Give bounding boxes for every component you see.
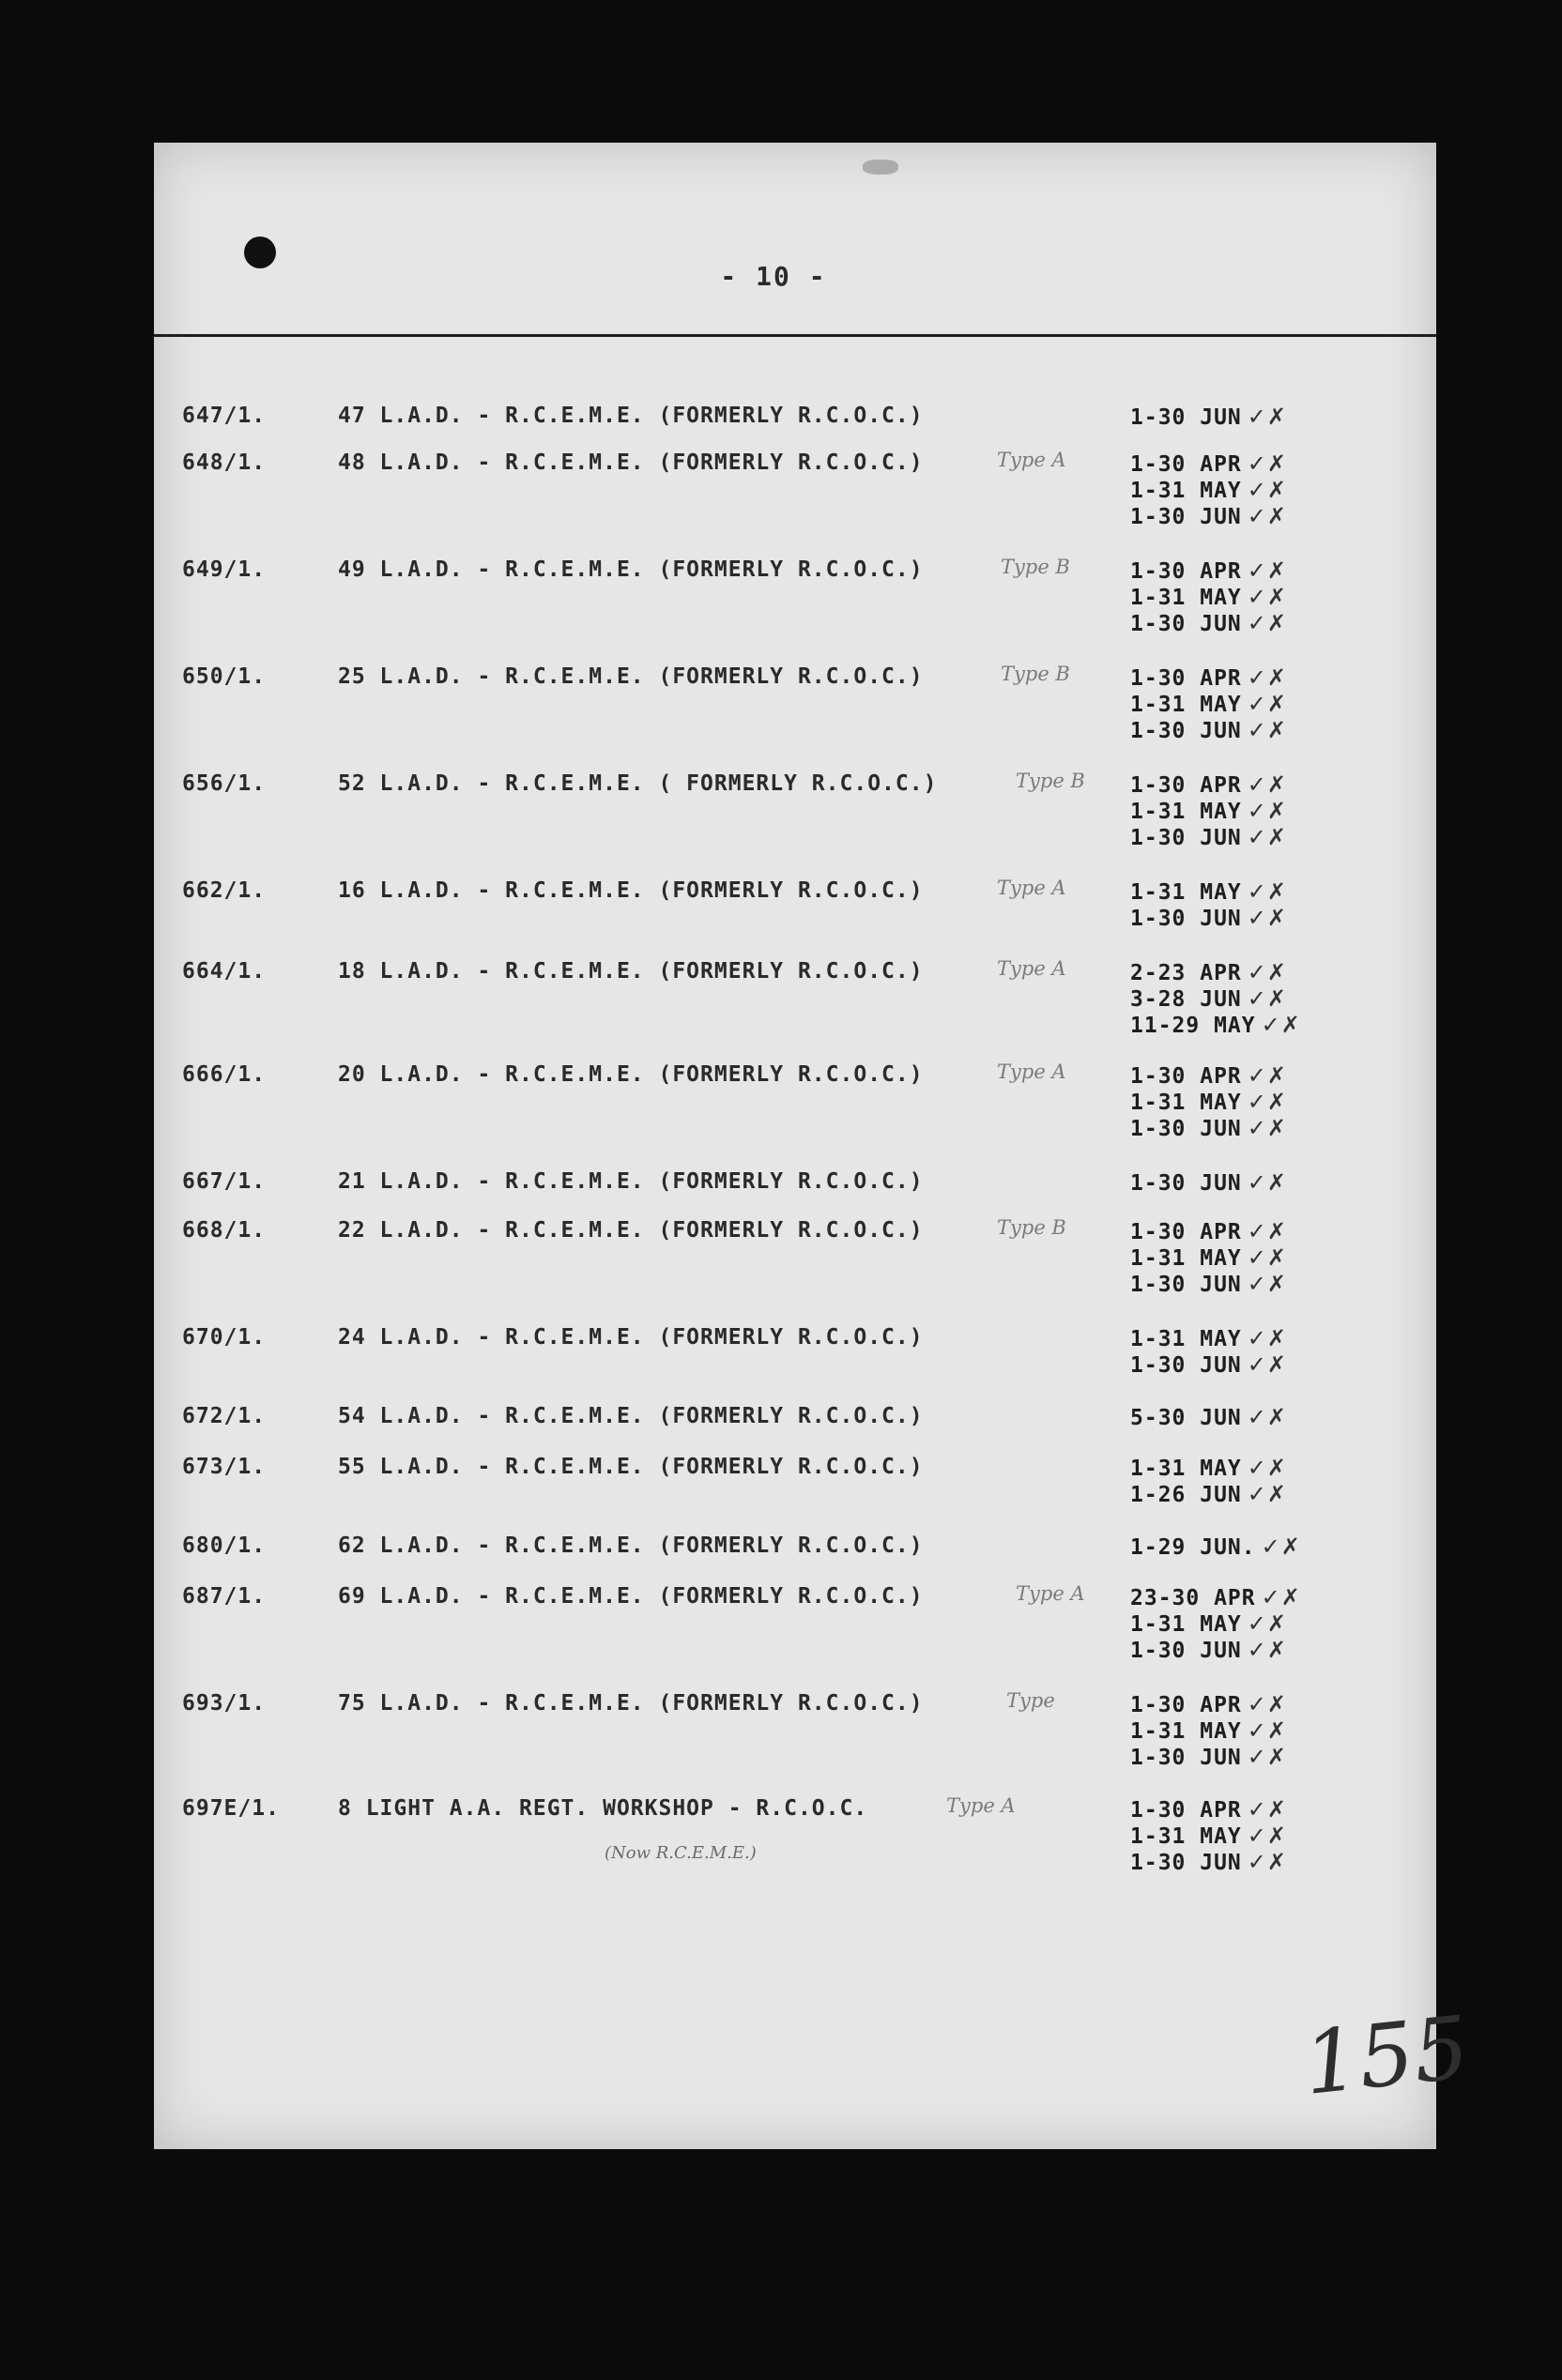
period-line <box>1130 1610 1412 1637</box>
period-text: 1-30 APR <box>1130 1798 1242 1823</box>
period-text: 2-23 APR <box>1130 961 1242 985</box>
entry-periods <box>1130 771 1412 850</box>
period-line <box>1130 1404 1412 1430</box>
period-line <box>1130 1823 1412 1849</box>
period-line <box>1130 477 1412 503</box>
check-cross-icon: ✓✗ <box>1247 1115 1287 1141</box>
period-line <box>1130 905 1412 931</box>
period-text: 1-30 APR <box>1130 773 1242 798</box>
entry-unit: 8 LIGHT A.A. REGT. WORKSHOP - R.C.O.C. <box>338 1796 868 1821</box>
entry-periods <box>1130 1533 1412 1560</box>
period-text: 1-30 JUN <box>1130 1639 1242 1663</box>
period-text: 1-30 APR <box>1130 1064 1242 1089</box>
period-text: 1-31 MAY <box>1130 586 1242 610</box>
period-text: 1-30 APR <box>1130 559 1242 584</box>
period-text: 1-31 MAY <box>1130 880 1242 905</box>
period-line <box>1130 1089 1412 1115</box>
period-line <box>1130 1455 1412 1481</box>
period-text: 1-31 MAY <box>1130 800 1242 824</box>
entry-ref: 649/1. <box>182 557 267 582</box>
entry-periods <box>1130 664 1412 743</box>
entry-periods <box>1130 1062 1412 1141</box>
entries-list <box>154 143 1436 2149</box>
period-text: 5-30 JUN <box>1130 1406 1242 1430</box>
check-cross-icon: ✓✗ <box>1247 905 1287 931</box>
entry-periods <box>1130 1169 1412 1196</box>
entry-unit: 54 L.A.D. - R.C.E.M.E. (FORMERLY R.C.O.C.) <box>338 1404 924 1428</box>
entry-ref: 650/1. <box>182 664 267 689</box>
period-text: 1-31 MAY <box>1130 693 1242 717</box>
entry-ref: 647/1. <box>182 404 267 428</box>
check-cross-icon: ✓✗ <box>1247 1717 1287 1744</box>
entry-unit: 25 L.A.D. - R.C.E.M.E. (FORMERLY R.C.O.C.) <box>338 664 924 689</box>
check-cross-icon: ✓✗ <box>1247 584 1287 610</box>
period-line <box>1130 798 1412 824</box>
period-line <box>1130 1533 1412 1560</box>
period-line <box>1130 1849 1412 1875</box>
period-text: 1-31 MAY <box>1130 1612 1242 1637</box>
entry-ref: 668/1. <box>182 1218 267 1243</box>
period-line <box>1130 1717 1412 1744</box>
entry-unit: 20 L.A.D. - R.C.E.M.E. (FORMERLY R.C.O.C.) <box>338 1062 924 1087</box>
handwritten-note: Type A <box>997 877 1066 899</box>
check-cross-icon: ✓✗ <box>1247 1351 1287 1378</box>
period-line <box>1130 1169 1412 1196</box>
period-text: 1-30 JUN <box>1130 505 1242 529</box>
handwritten-note: Type A <box>997 957 1066 980</box>
period-text: 1-30 APR <box>1130 452 1242 477</box>
entry-periods <box>1130 1404 1412 1430</box>
period-line <box>1130 691 1412 717</box>
period-line <box>1130 1351 1412 1378</box>
period-text: 1-30 JUN <box>1130 612 1242 636</box>
entry-unit: 69 L.A.D. - R.C.E.M.E. (FORMERLY R.C.O.C.) <box>338 1584 924 1609</box>
check-cross-icon: ✓✗ <box>1247 1218 1287 1244</box>
check-cross-icon: ✓✗ <box>1247 404 1287 430</box>
period-text: 11-29 MAY <box>1130 1014 1256 1038</box>
check-cross-icon: ✓✗ <box>1247 798 1287 824</box>
handwritten-note: Type A <box>997 449 1066 471</box>
entry-periods <box>1130 959 1412 1038</box>
period-line <box>1130 878 1412 905</box>
check-cross-icon: ✓✗ <box>1247 610 1287 636</box>
entry-periods <box>1130 1218 1412 1297</box>
check-cross-icon: ✓✗ <box>1261 1584 1301 1610</box>
period-line <box>1130 959 1412 985</box>
period-line <box>1130 584 1412 610</box>
check-cross-icon: ✓✗ <box>1247 1062 1287 1089</box>
period-text: 1-30 JUN <box>1130 1353 1242 1378</box>
check-cross-icon: ✓✗ <box>1247 1244 1287 1271</box>
period-text: 1-30 APR <box>1130 1693 1242 1717</box>
period-text: 1-30 JUN <box>1130 1851 1242 1875</box>
entry-periods <box>1130 1325 1412 1378</box>
check-cross-icon: ✓✗ <box>1247 717 1287 743</box>
period-line <box>1130 1271 1412 1297</box>
entry-ref: 667/1. <box>182 1169 267 1194</box>
period-line <box>1130 1062 1412 1089</box>
entry-periods <box>1130 1455 1412 1507</box>
check-cross-icon: ✓✗ <box>1247 1404 1287 1430</box>
check-cross-icon: ✓✗ <box>1247 771 1287 798</box>
entry-unit: 22 L.A.D. - R.C.E.M.E. (FORMERLY R.C.O.C.) <box>338 1218 924 1243</box>
period-line <box>1130 824 1412 850</box>
entry-periods <box>1130 878 1412 931</box>
entry-periods <box>1130 450 1412 529</box>
entry-ref: 697E/1. <box>182 1796 280 1821</box>
handwritten-note: Type B <box>1001 663 1070 685</box>
check-cross-icon: ✓✗ <box>1247 1796 1287 1823</box>
period-line <box>1130 1744 1412 1770</box>
check-cross-icon: ✓✗ <box>1247 878 1287 905</box>
period-text: 1-30 JUN <box>1130 826 1242 850</box>
check-cross-icon: ✓✗ <box>1247 985 1287 1012</box>
entry-ref: 672/1. <box>182 1404 267 1428</box>
check-cross-icon: ✓✗ <box>1247 1637 1287 1663</box>
period-line <box>1130 404 1412 430</box>
entry-ref: 664/1. <box>182 959 267 984</box>
entry-unit: 55 L.A.D. - R.C.E.M.E. (FORMERLY R.C.O.C.) <box>338 1455 924 1479</box>
period-text: 1-31 MAY <box>1130 1824 1242 1849</box>
entry-ref: 687/1. <box>182 1584 267 1609</box>
entry-unit: 21 L.A.D. - R.C.E.M.E. (FORMERLY R.C.O.C.) <box>338 1169 924 1194</box>
check-cross-icon: ✓✗ <box>1247 1089 1287 1115</box>
period-line <box>1130 717 1412 743</box>
check-cross-icon: ✓✗ <box>1247 1271 1287 1297</box>
entry-periods <box>1130 557 1412 636</box>
check-cross-icon: ✓✗ <box>1247 824 1287 850</box>
folio-number: 155 <box>1298 1997 1474 2114</box>
period-line <box>1130 1481 1412 1507</box>
entry-ref: 680/1. <box>182 1533 267 1558</box>
period-line <box>1130 503 1412 529</box>
page-number: - 10 - <box>720 261 827 292</box>
entry-periods <box>1130 1796 1412 1875</box>
entry-ref: 693/1. <box>182 1691 267 1716</box>
period-text: 1-31 MAY <box>1130 1719 1242 1744</box>
period-line <box>1130 1796 1412 1823</box>
period-line <box>1130 664 1412 691</box>
period-text: 1-30 JUN <box>1130 405 1242 430</box>
check-cross-icon: ✓✗ <box>1247 1455 1287 1481</box>
check-cross-icon: ✓✗ <box>1247 1481 1287 1507</box>
entry-unit: 18 L.A.D. - R.C.E.M.E. (FORMERLY R.C.O.C.) <box>338 959 924 984</box>
period-text: 1-30 JUN <box>1130 719 1242 743</box>
period-text: 1-30 JUN <box>1130 1117 1242 1141</box>
check-cross-icon: ✓✗ <box>1247 450 1287 477</box>
period-text: 1-31 MAY <box>1130 1246 1242 1271</box>
document-page <box>154 143 1474 2149</box>
entry-unit: 75 L.A.D. - R.C.E.M.E. (FORMERLY R.C.O.C.) <box>338 1691 924 1716</box>
entry-ref: 648/1. <box>182 450 267 475</box>
handwritten-note: Type B <box>997 1216 1066 1239</box>
entry-unit: 24 L.A.D. - R.C.E.M.E. (FORMERLY R.C.O.C.) <box>338 1325 924 1350</box>
check-cross-icon: ✓✗ <box>1247 1169 1287 1196</box>
period-line <box>1130 1115 1412 1141</box>
period-text: 1-30 JUN <box>1130 1171 1242 1196</box>
check-cross-icon: ✓✗ <box>1247 1610 1287 1637</box>
check-cross-icon: ✓✗ <box>1247 1325 1287 1351</box>
period-line <box>1130 1584 1412 1610</box>
check-cross-icon: ✓✗ <box>1261 1012 1301 1038</box>
entry-ref: 666/1. <box>182 1062 267 1087</box>
period-text: 1-29 JUN. <box>1130 1535 1256 1560</box>
entry-unit: 48 L.A.D. - R.C.E.M.E. (FORMERLY R.C.O.C.) <box>338 450 924 475</box>
period-text: 1-31 MAY <box>1130 1327 1242 1351</box>
check-cross-icon: ✓✗ <box>1247 1849 1287 1875</box>
entry-ref: 673/1. <box>182 1455 267 1479</box>
period-line <box>1130 1691 1412 1717</box>
period-text: 23-30 APR <box>1130 1586 1256 1610</box>
period-text: 1-30 JUN <box>1130 1273 1242 1297</box>
period-line <box>1130 1637 1412 1663</box>
entry-ref: 662/1. <box>182 878 267 903</box>
entry-ref: 656/1. <box>182 771 267 796</box>
handwritten-note: Type B <box>1016 770 1085 792</box>
entry-periods <box>1130 404 1412 430</box>
check-cross-icon: ✓✗ <box>1261 1533 1301 1560</box>
period-line <box>1130 1012 1412 1038</box>
entry-unit: 16 L.A.D. - R.C.E.M.E. (FORMERLY R.C.O.C.) <box>338 878 924 903</box>
check-cross-icon: ✓✗ <box>1247 1744 1287 1770</box>
handwritten-note: Type <box>1006 1689 1055 1712</box>
period-text: 1-26 JUN <box>1130 1483 1242 1507</box>
entry-unit: 47 L.A.D. - R.C.E.M.E. (FORMERLY R.C.O.C.) <box>338 404 924 428</box>
handwritten-subnote: (Now R.C.E.M.E.) <box>605 1843 757 1863</box>
period-line <box>1130 450 1412 477</box>
period-text: 1-31 MAY <box>1130 1091 1242 1115</box>
entry-ref: 670/1. <box>182 1325 267 1350</box>
check-cross-icon: ✓✗ <box>1247 664 1287 691</box>
handwritten-note: Type A <box>997 1060 1066 1083</box>
check-cross-icon: ✓✗ <box>1247 1691 1287 1717</box>
entry-unit: 49 L.A.D. - R.C.E.M.E. (FORMERLY R.C.O.C.) <box>338 557 924 582</box>
handwritten-note: Type B <box>1001 556 1070 578</box>
period-text: 1-31 MAY <box>1130 479 1242 503</box>
period-text: 3-28 JUN <box>1130 987 1242 1012</box>
check-cross-icon: ✓✗ <box>1247 477 1287 503</box>
check-cross-icon: ✓✗ <box>1247 557 1287 584</box>
period-line <box>1130 1244 1412 1271</box>
check-cross-icon: ✓✗ <box>1247 503 1287 529</box>
period-text: 1-30 JUN <box>1130 907 1242 931</box>
period-line <box>1130 771 1412 798</box>
entry-periods <box>1130 1691 1412 1770</box>
handwritten-note: Type A <box>1016 1582 1085 1605</box>
period-text: 1-30 APR <box>1130 1220 1242 1244</box>
check-cross-icon: ✓✗ <box>1247 1823 1287 1849</box>
period-text: 1-30 APR <box>1130 666 1242 691</box>
period-text: 1-30 JUN <box>1130 1746 1242 1770</box>
check-cross-icon: ✓✗ <box>1247 959 1287 985</box>
handwritten-note: Type A <box>946 1794 1016 1817</box>
entry-unit: 62 L.A.D. - R.C.E.M.E. (FORMERLY R.C.O.C.) <box>338 1533 924 1558</box>
period-line <box>1130 1325 1412 1351</box>
entry-unit: 52 L.A.D. - R.C.E.M.E. ( FORMERLY R.C.O.C.) <box>338 771 938 796</box>
period-line <box>1130 610 1412 636</box>
entry-periods <box>1130 1584 1412 1663</box>
period-text: 1-31 MAY <box>1130 1457 1242 1481</box>
period-line <box>1130 557 1412 584</box>
period-line <box>1130 1218 1412 1244</box>
check-cross-icon: ✓✗ <box>1247 691 1287 717</box>
period-line <box>1130 985 1412 1012</box>
